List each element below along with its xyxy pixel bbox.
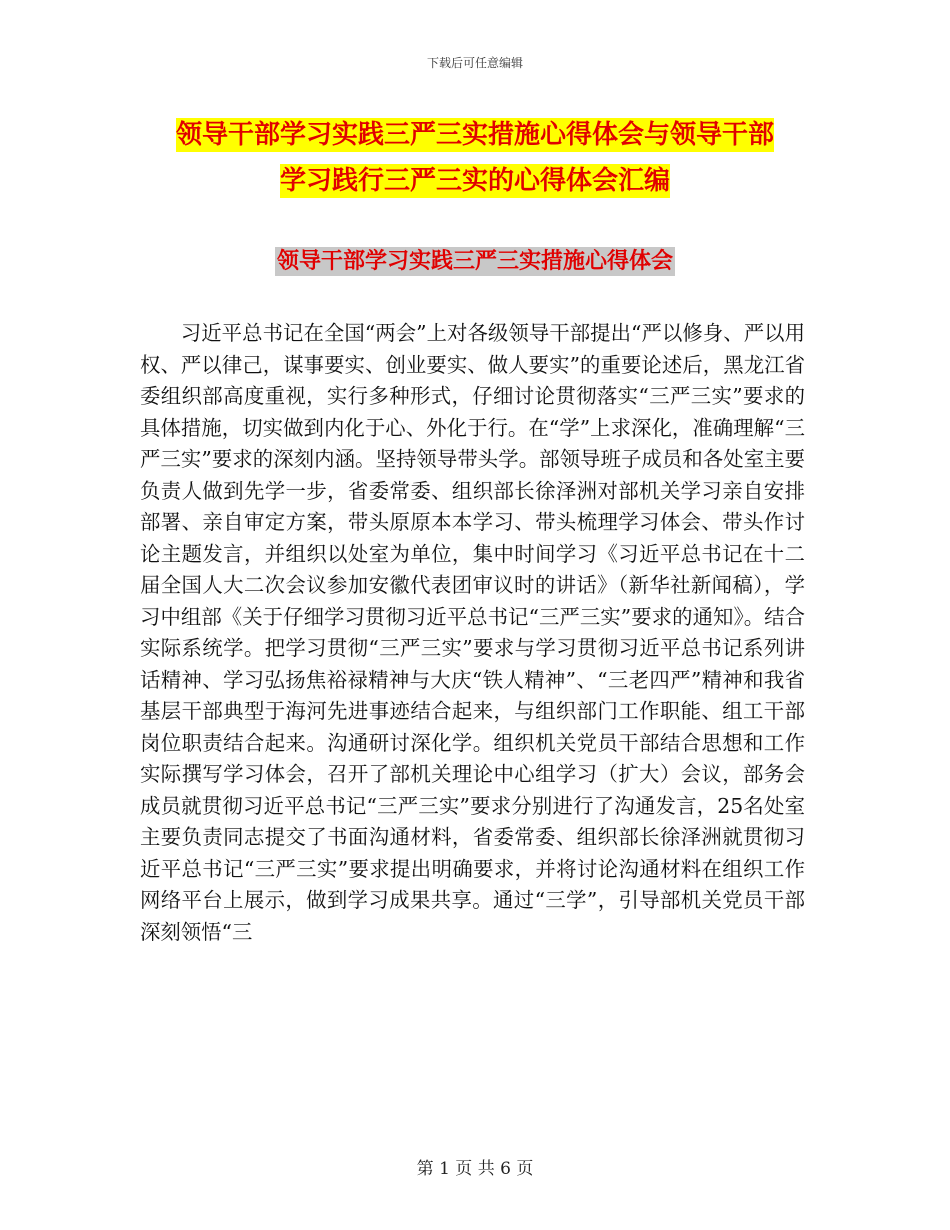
page-number-footer: 第 1 页 共 6 页 (416, 1159, 534, 1179)
document-title-line-1: 领导干部学习实践三严三实措施心得体会与领导干部 (175, 120, 774, 150)
body-paragraph: 习近平总书记在全国“两会”上对各级领导干部提出“严以修身、严以用权、严以律己，谋事要实、创业要实、做人要实”的重要论述后，黑龙江省委组织部高度重视，实行多种形式，仔细讨论贯彻落实“三严三实”要求的具体措施，切实做到内化于心、外化于行。在“学”上求深化，准确理解“三严三实”要求的深刻内涵。坚持领导带头学。部领导班子成员和各处室主要负责人做到先学一步，省委常委、组织部长徐泽洲对部机关学习亲自安排部署、亲自审定方案，带头原原本本学习、带头梳理学习体会、带头作讨论主题发言，并组织以处室为单位，集中时间学习《习近平总书记在十二届全国人大二次会议参加安徽代表团审议时的讲话》（新华社新闻稿），学习中组部《关于仔细学习贯彻习近平总书记“三严三实”要求的通知》。结合实际系统学。把学习贯彻“三严三实”要求与学习贯彻习近平总书记系列讲话精神、学习弘扬焦裕禄精神与大庆“铁人精神”、“三老四严”精神和我省基层干部典型于海河先进事迹结合起来，与组织部门工作职能、组工干部岗位职责结合起来。沟通研讨深化学。组织机关党员干部结合思想和工作实际撰写学习体会，召开了部机关理论中心组学习（扩大）会议，部务会成员就贯彻习近平总书记“三严三实”要求分别进行了沟通发言，25名处室主要负责同志提交了书面沟通材料，省委常委、组织部长徐泽洲就贯彻习近平总书记“三严三实”要求提出明确要求，并将讨论沟通材料在组织工作网络平台上展示，做到学习成果共享。通过“三学”，引导部机关党员干部深刻领悟“三 (140, 321, 805, 944)
document-title (100, 112, 850, 204)
section-title-text: 领导干部学习实践三严三实措施心得体会 (276, 249, 673, 274)
page-header-note: 下载后可任意编辑 (426, 56, 523, 70)
document-title-line-2: 学习践行三严三实的心得体会汇编 (279, 166, 670, 196)
section-title (0, 244, 950, 280)
